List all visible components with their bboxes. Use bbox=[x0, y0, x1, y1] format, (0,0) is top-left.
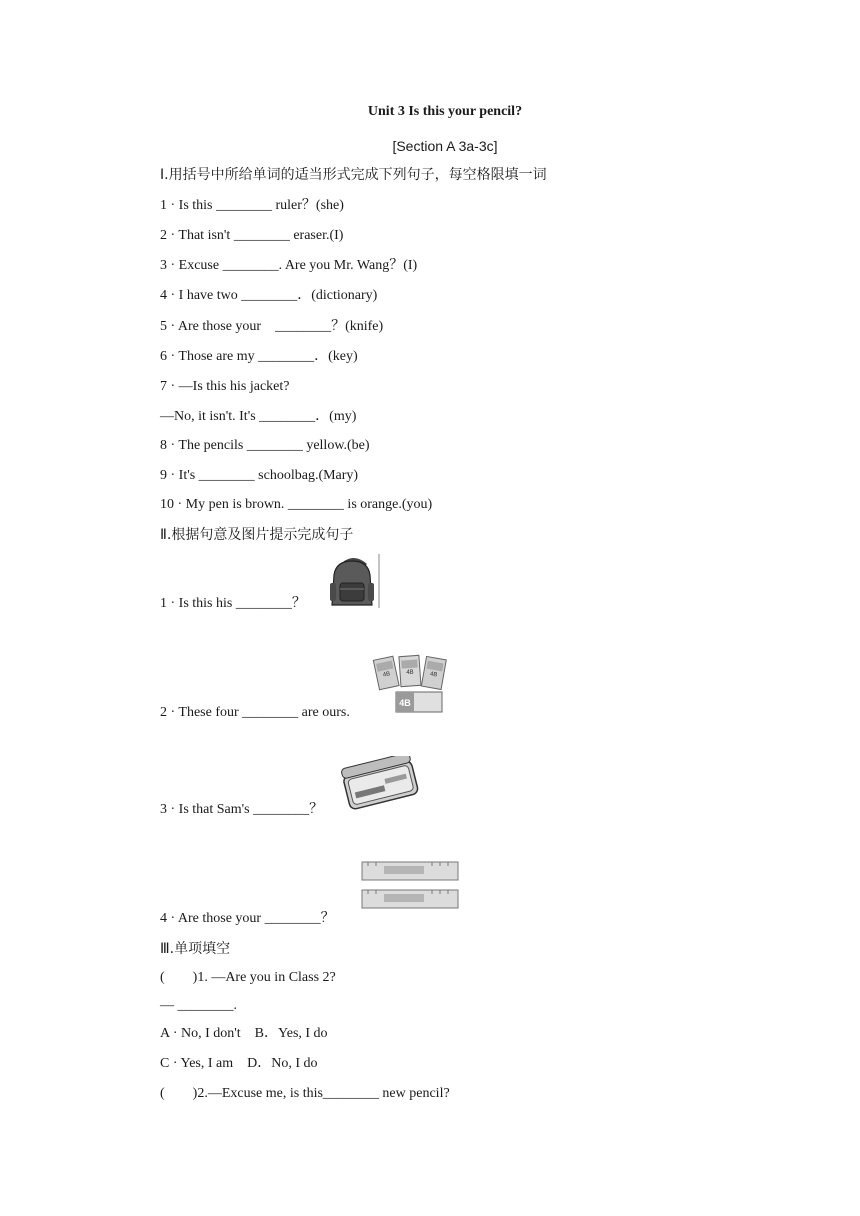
section-2-heading: Ⅱ.根据句意及图片提示完成句子 bbox=[160, 527, 354, 543]
exercise-item: 2 · That isn't ________ eraser.(I) bbox=[160, 228, 344, 243]
eraser-label: 4B bbox=[406, 670, 414, 676]
erasers-icon bbox=[372, 652, 452, 716]
exercise-item: 10 · My pen is brown. ________ is orange.(you) bbox=[160, 497, 433, 512]
exercise-item: 5 · Are those your ________？(knife) bbox=[160, 319, 384, 334]
exercise-item: 7 · —Is this his jacket? bbox=[160, 379, 290, 394]
picture-item: 3 · Is that Sam's ________？ bbox=[160, 802, 324, 817]
answer-options: A · No, I don't B．Yes, I do bbox=[160, 1026, 328, 1041]
section-1-heading: Ⅰ.用括号中所给单词的适当形式完成下列句子，每空格限填一词 bbox=[160, 167, 547, 183]
section-3-heading: Ⅲ.单项填空 bbox=[160, 941, 231, 957]
picture-item: 4 · Are those your ________？ bbox=[160, 911, 335, 926]
pencil-box-icon bbox=[340, 756, 422, 816]
exercise-item: 1 · Is this ________ ruler？(she) bbox=[160, 198, 344, 213]
exercise-item: 3 · Excuse ________. Are you Mr. Wang？(I) bbox=[160, 258, 418, 273]
answer-options: C · Yes, I am D．No, I do bbox=[160, 1056, 318, 1071]
eraser-label: 4B bbox=[382, 671, 391, 679]
schoolbag-icon bbox=[326, 553, 382, 609]
exercise-item: 9 · It's ________ schoolbag.(Mary) bbox=[160, 468, 359, 483]
exercise-item: 8 · The pencils ________ yellow.(be) bbox=[160, 438, 370, 453]
picture-item: 1 · Is this his ________？ bbox=[160, 596, 306, 611]
exercise-item: 6 · Those are my ________．(key) bbox=[160, 349, 358, 364]
exercise-item: 4 · I have two ________．(dictionary) bbox=[160, 288, 378, 303]
page-title: Unit 3 Is this your pencil? bbox=[367, 104, 523, 119]
exercise-answer-line: —No, it isn't. It's ________．(my) bbox=[160, 409, 357, 424]
picture-item: 2 · These four ________ are ours. bbox=[160, 705, 350, 720]
question-line: ( )1. —Are you in Class 2? bbox=[160, 970, 336, 985]
question-line: — ________. bbox=[160, 998, 237, 1013]
rulers-icon bbox=[360, 858, 460, 914]
question-line: ( )2.—Excuse me, is this________ new pencil? bbox=[160, 1086, 450, 1101]
eraser-label: 4B bbox=[429, 671, 438, 679]
section-label: [Section A 3a-3c] bbox=[392, 138, 498, 154]
eraser-label: 4B bbox=[399, 698, 411, 708]
